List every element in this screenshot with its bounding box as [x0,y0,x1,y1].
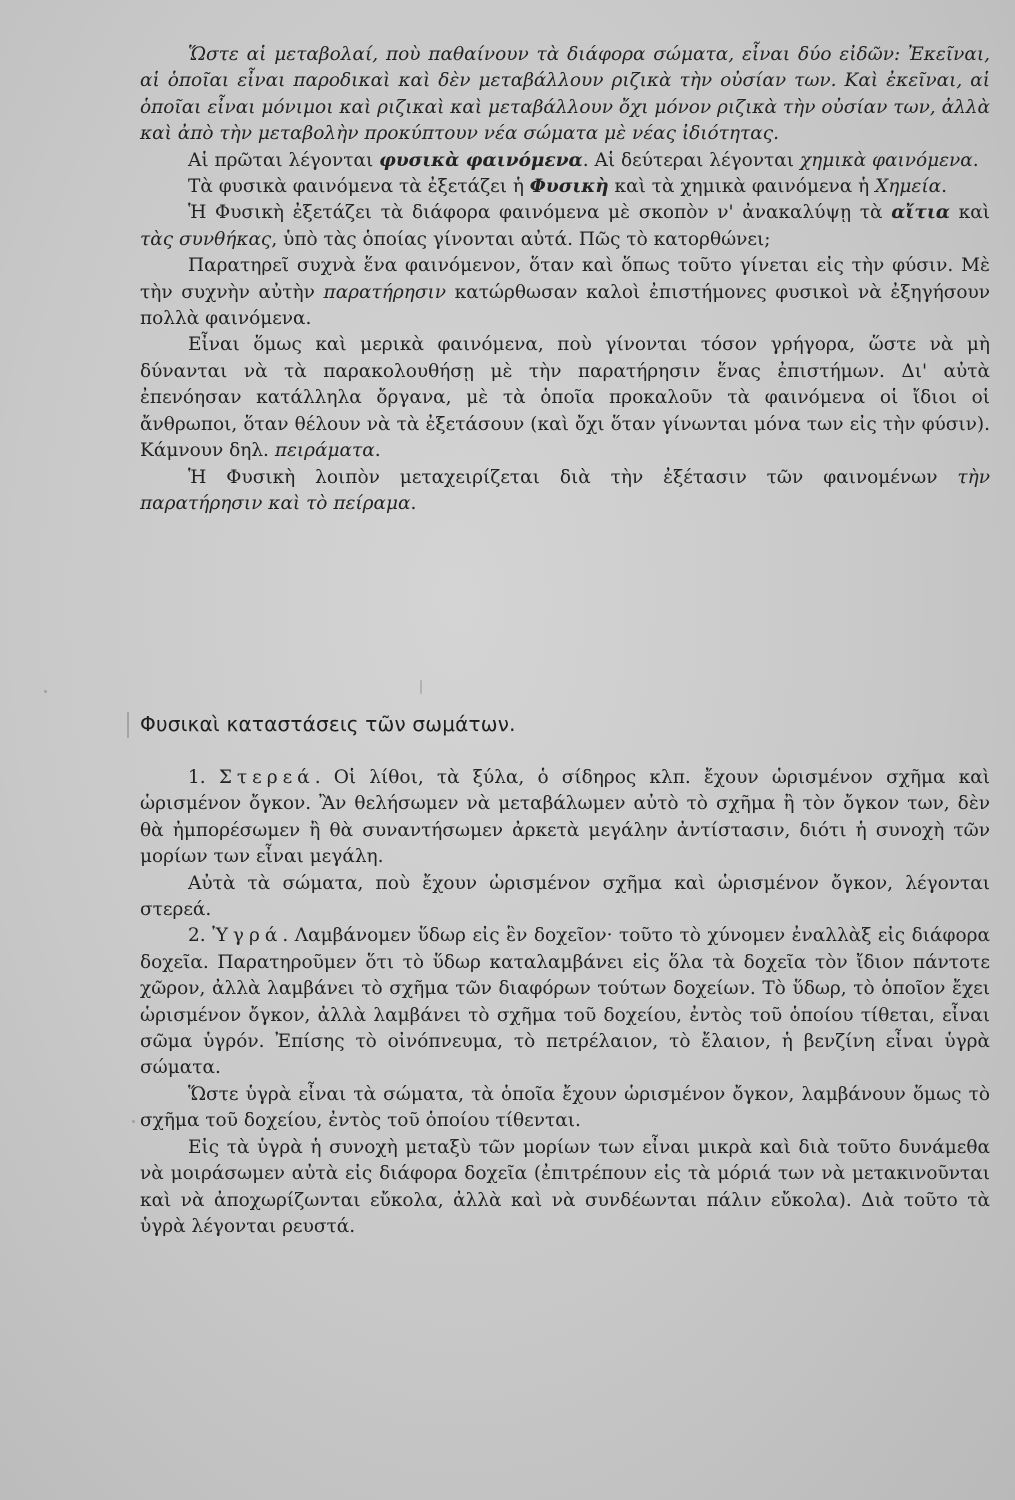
text-span: . [972,149,979,171]
term-fluids: ρευστά [282,1215,350,1237]
term-physical-phenomena: φυσικὰ φαινόμενα [379,149,583,171]
text-span: καὶ τὰ χημικὰ φαινόμενα ἡ [608,176,876,198]
definition-liquids: Ὥστε ὑγρὰ εἶναι τὰ σώματα, τὰ ὁποῖα ἔχουν ὡρισμένον ὄγκον, λαμβάνουν ὅμως τὸ σχῆμα τοῦ δοχείου, ἐντὸς τοῦ ὁποίου τίθενται. [140,1083,990,1132]
text-span: , ὑπὸ τὰς ὁποίας γίνονται αὐτά. Πῶς τὸ κατορθώνει; [271,228,771,250]
text-span: Παρατηρεῖ συχνὰ ἕνα φαινόμενον, ὅταν καὶ ὅπως τοῦτο γίνεται εἰς τὴν φύσιν. Μὲ τὴν συχνὴν αὐτὴν [140,255,990,303]
text-span: . Λαμβάνομεν ὕδωρ εἰς ἓν δοχεῖον· τοῦτο τὸ χύνομεν ἐναλλὰξ εἰς διάφορα δοχεῖα. Παρατηροῦμεν ὅτι τὸ ὕδωρ καταλαμβάνει εἰς ὅλα τὰ δοχεῖα τὸν ἴδιον πάντοτε χῶρον, ἀλλὰ λαμβάνει τὸ σχῆμα τῶν διαφόρων τούτων δοχείων. Τὸ ὕδωρ, τὸ ὁποῖον ἔχει ὡρισμένον ὄγκον, ἀλλὰ λαμβάνει τὸ σχῆμα τοῦ δοχείου, ἐντὸς τοῦ ὁποίου τίθεται, εἶναι σῶμα [140,925,990,1053]
margin-mark [127,712,129,738]
paragraph-physics-methods [140,465,990,518]
text-span: Ὥστε αἱ μεταβολαί, ποὺ παθαίνουν τὰ διάφορα σώματα, εἶναι δύο εἰδῶν: Ἐκεῖναι, αἱ ὁποῖαι εἶναι παροδικαὶ καὶ δὲν μεταβάλλουν ριζικὰ τὴν οὐσίαν των. Καὶ ἐκεῖναι, αἱ ὁποῖαι εἶναι μόνιμοι καὶ ριζικαὶ καὶ μεταβάλλουν ὄχι μόνον ριζικὰ τὴν οὐσίαν των, ἀλλὰ καὶ ἀπὸ τὴν μεταβολὴν προκύπτουν νέα σώματα μὲ νέας ἰδιότητας. [140,44,991,145]
text-span: Τὰ φυσικὰ φαινόμενα τὰ ἐξετάζει ἡ [188,176,530,198]
term-liquids: Ὑγρά [212,925,283,947]
paragraph-changes-summary [140,42,990,148]
paragraph-fluids [140,1135,990,1241]
text-span: Εἰς τὰ ὑγρὰ ἡ συνοχὴ μεταξὺ τῶν μορίων των εἶναι μικρὰ καὶ διὰ τοῦτο δυνάμεθα νὰ μοιράσωμεν αὐτὰ εἰς διάφορα δοχεῖα (ἐπιτρέπουν εἰς τὰ μόριά των νὰ μετακινοῦνται καὶ νὰ ἀποχωρίζωνται εὔκολα, ἀλλὰ καὶ νὰ συνδέωνται πάλιν εὔκολα). Διὰ τοῦτο τὰ ὑγρὰ λέγονται [140,1136,990,1237]
text-span: καὶ [950,202,990,224]
paragraph-liquids [140,923,990,1081]
paragraph-experiments [140,332,990,464]
section-states-of-matter [140,765,990,1240]
term-experiments: πειράματα [274,440,375,462]
text-span: Εἶναι ὅμως καὶ μερικὰ φαινόμενα, ποὺ γίνονται τόσον γρήγορα, ὥστε νὰ μὴ δύνανται νὰ τὰ παρακολουθήσῃ μὲ τὴν παρατήρησιν ἕνας ἐπιστήμων. Δι' αὐτὰ ἐπενόησαν κατάλληλα ὄργανα, μὲ τὰ ὁποῖα προκαλοῦν τὰ φαινόμενα οἱ ἴδιοι οἱ ἄνθρωποι, ὅταν θέλουν νὰ τὰ ἐξετάσουν (καὶ ὄχι ὅταν γίνωνται μόνα των εἰς τὴν φύσιν). Κάμνουν δηλ. [140,334,990,462]
scan-speck [132,1120,135,1123]
paragraph-observation [140,253,990,332]
text-span: Ἡ Φυσικὴ λοιπὸν μεταχειρίζεται διὰ τὴν ἐξέτασιν τῶν φαινομένων [188,466,958,488]
section-phenomena [140,42,990,517]
paragraph-sciences [140,174,990,200]
term-observation-experiment: τὴν παρατήρησιν καὶ τὸ πείραμα [140,466,990,514]
term-causes: αἴτια [891,202,951,224]
term-liquid: ὑγρόν [203,1031,259,1053]
term-physics: Φυσικὴ [529,176,609,198]
item-number: 2. [188,925,213,947]
scan-speck [420,680,422,694]
text-span: Αἱ πρῶται λέγονται [188,149,380,171]
item-number: 1. [188,767,219,788]
term-observation: παρατήρησιν [323,281,446,303]
term-conditions: τὰς συνθήκας [140,228,272,250]
term-chemistry: Χημεία [875,176,942,198]
text-span: . [410,492,417,514]
text-span: . Αἱ δεύτεραι λέγονται [582,149,800,171]
text-span: . Ἐπίσης τὸ οἰνόπνευμα, τὸ πετρέλαιον, τὸ ἔλαιον, ἡ βενζίνη εἶναι ὑγρὰ σώματα. [140,1031,990,1079]
text-span: Ἡ Φυσικὴ ἐξετάζει τὰ διάφορα φαινόμενα μὲ σκοπὸν ν' ἀνακαλύψῃ τὰ [188,202,892,224]
paragraph-physics-purpose [140,200,990,253]
text-span: . Οἱ λίθοι, τὰ ξύλα, ὁ σίδηρος κλπ. ἔχουν ὡρισμένον σχῆμα καὶ ὡρισμένον ὄγκον. Ἂν θελήσωμεν νὰ μεταβάλωμεν αὐτὸ τὸ σχῆμα ἢ τὸν ὄγκον των, δὲν θὰ ἠμπορέσωμεν ἢ θὰ συναντήσωμεν ἀρκετὰ μεγάλην ἀντίστασιν, διότι ἡ συνοχὴ τῶν μορίων των εἶναι μεγάλη. [140,767,990,868]
paragraph-physical-chemical [140,148,990,174]
scan-speck [44,690,47,693]
text-span: κατώρθωσαν καλοὶ ἐπιστήμονες φυσικοὶ νὰ ἐξηγήσουν πολλὰ φαινόμενα. [140,281,990,330]
paragraph-solids [140,765,990,871]
text-span: . [941,176,947,198]
text-span: . [374,440,381,462]
term-solids: Στερεά [218,767,315,788]
term-chemical-phenomena: χημικὰ φαινόμενα [799,149,973,171]
section-heading: Φυσικαὶ καταστάσεις τῶν σωμάτων. [140,712,516,736]
text-span: . [349,1215,356,1237]
definition-solids: Αὐτὰ τὰ σώματα, ποὺ ἔχουν ὡρισμένον σχῆμα καὶ ὡρισμένον ὄγκον, λέγονται στερεά. [140,872,990,921]
